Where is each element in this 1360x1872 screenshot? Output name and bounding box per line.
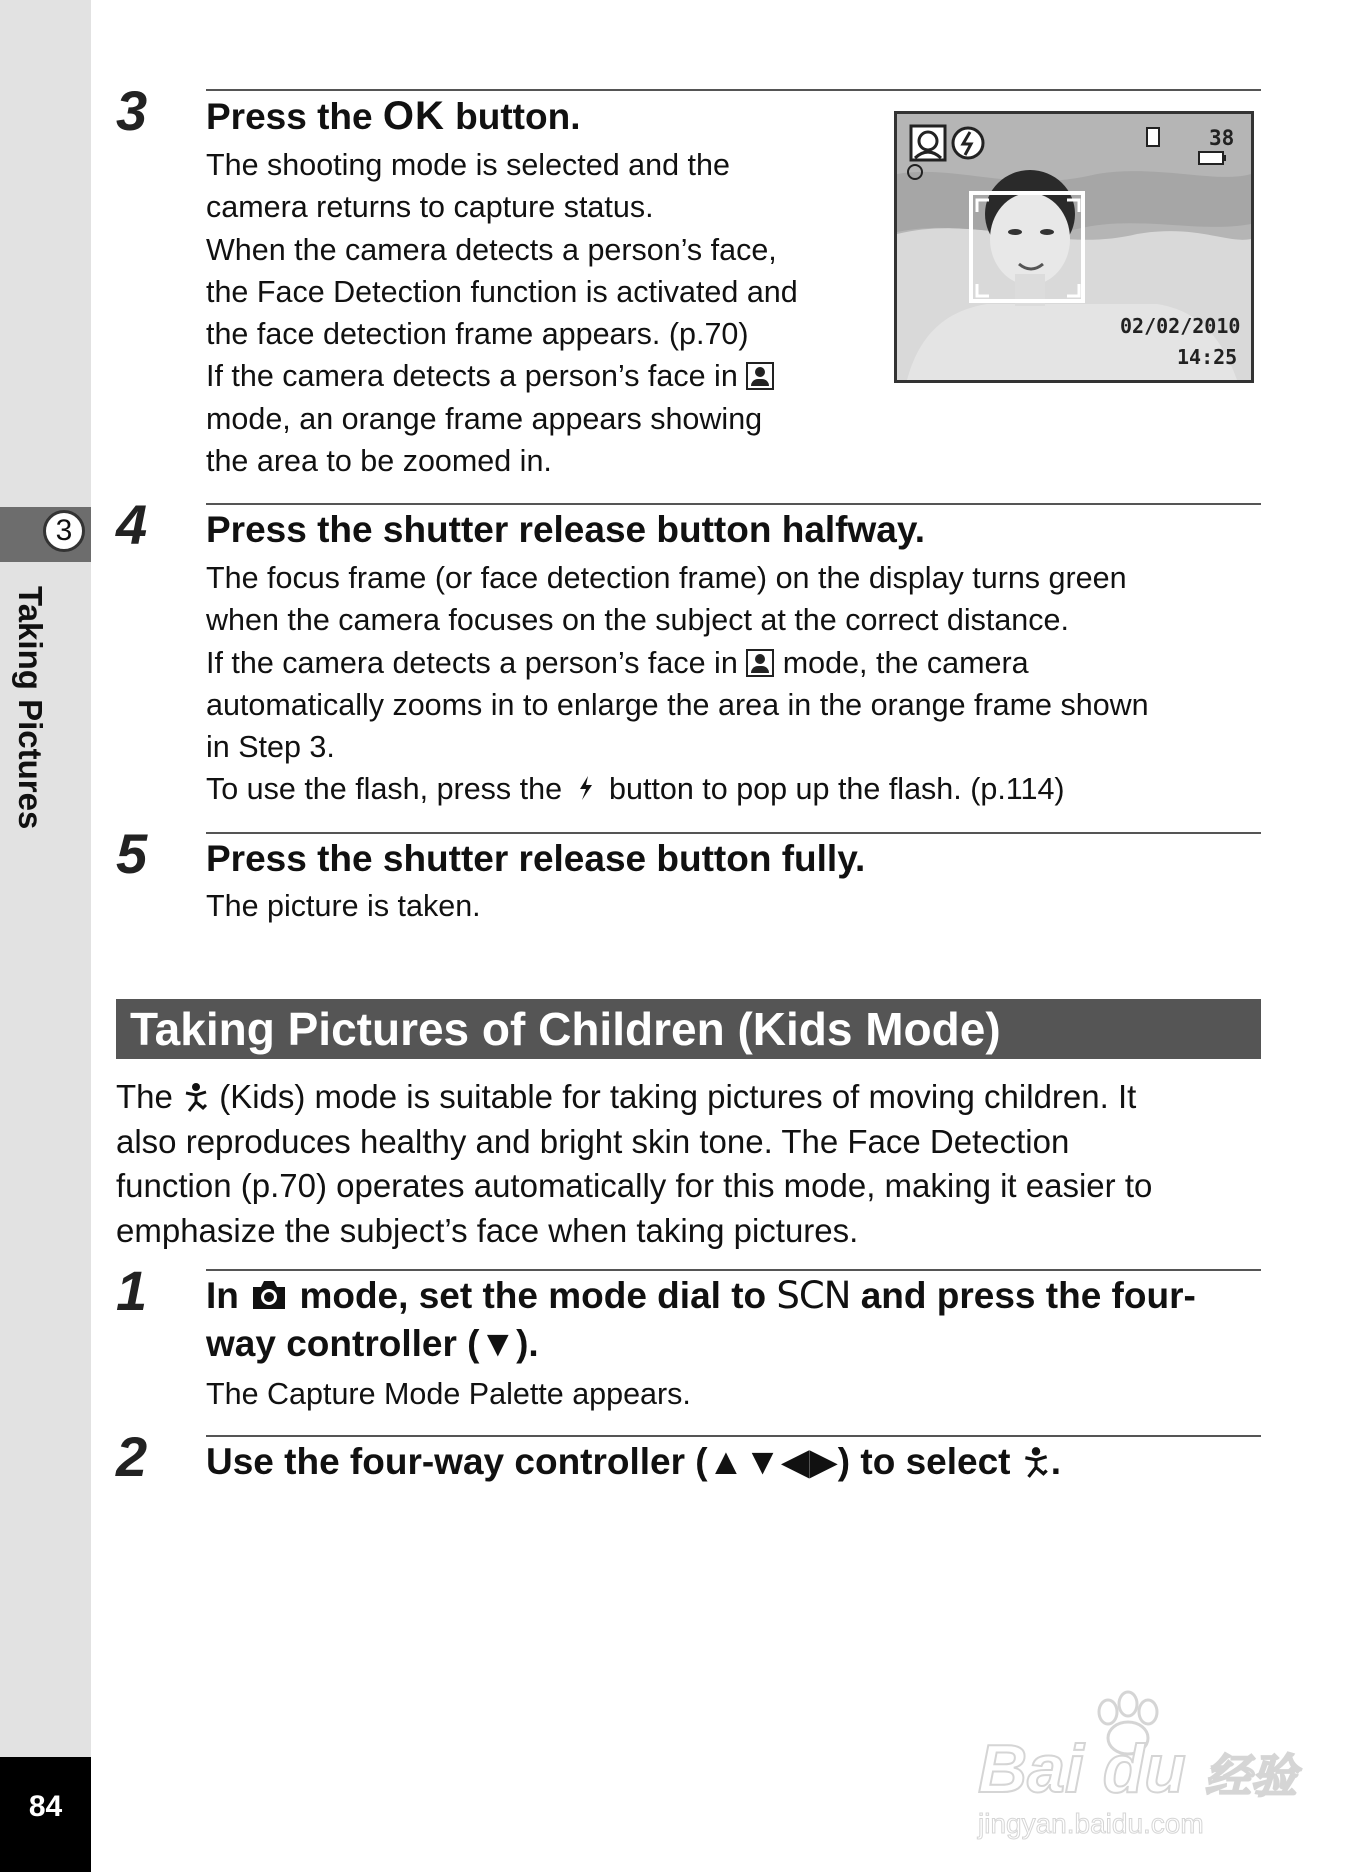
- step-divider: [206, 1435, 1261, 1437]
- step-number: 2: [116, 1425, 148, 1488]
- watermark-brand: Bai du 经验: [978, 1731, 1297, 1807]
- baidu-watermark: [978, 1690, 1298, 1840]
- section-heading: Taking Pictures of Children (Kids Mode): [116, 999, 1261, 1059]
- scn-mode-label: SCN: [776, 1274, 851, 1317]
- step-divider: [206, 503, 1261, 505]
- flash-icon: [571, 773, 601, 803]
- step-body: The focus frame (or face detection frame) on the display turns green when the camera focuses on the subject at the correct distance. If the camera detects a person’s face in mode, the camera automatically zooms in to enlarge the area in the orange frame shown in Step 3. To use the flash, press the button to pop up the flash. (p.114): [206, 561, 1149, 807]
- step-title: Use the four-way controller (▲▼◀▶) to select .: [206, 1441, 1062, 1482]
- step-title: Press the shutter release button fully.: [206, 838, 866, 879]
- step-title: In mode, set the mode dial to SCN and press the four-: [206, 1274, 1196, 1317]
- chapter-title: Taking Pictures: [12, 586, 49, 830]
- face-portrait-mode-icon: [746, 362, 774, 390]
- chapter-number: 3: [43, 510, 85, 552]
- step-number: 1: [116, 1259, 148, 1322]
- lcd-time: 14:25: [1177, 345, 1238, 369]
- step-body: The picture is taken.: [206, 889, 481, 923]
- step-divider: [206, 89, 1261, 91]
- page-number: 84: [28, 1790, 63, 1823]
- step-title: Press the OK button.: [206, 94, 581, 138]
- lcd-date: 02/02/2010: [1120, 314, 1241, 338]
- kids-mode-icon: [182, 1081, 210, 1113]
- step-divider: [206, 832, 1261, 834]
- step-body: The Capture Mode Palette appears.: [206, 1377, 691, 1411]
- step-number: 3: [116, 79, 148, 142]
- lcd-scene: [897, 114, 1251, 380]
- step-divider: [206, 1269, 1261, 1271]
- step-number: 5: [116, 822, 148, 885]
- section-intro: The (Kids) mode is suitable for taking pictures of moving children. It also reproduces healthy and bright skin tone. The Face Detection function (p.70) operates automatically for this mode, making it easier to emphasize the subject’s face when taking pictures.: [116, 1078, 1153, 1249]
- face-portrait-mode-icon: [746, 649, 774, 677]
- shots-remaining: 38: [1209, 126, 1235, 150]
- camera-icon: [249, 1278, 289, 1312]
- camera-lcd-screen: [894, 111, 1254, 383]
- step-title-line2: way controller (▼).: [206, 1323, 539, 1364]
- ok-button-glyph: OK: [382, 94, 445, 138]
- watermark-url: jingyan.baidu.com: [978, 1808, 1204, 1839]
- chapter-sidebar: [0, 0, 91, 1872]
- step-title: Press the shutter release button halfway.: [206, 509, 925, 550]
- step-number: 4: [116, 493, 148, 556]
- step-body: The shooting mode is selected and the camera returns to capture status. When the camera detects a person’s face, the Face Detection function is activated and the face detection frame appears. (p.70) If the camera detects a person’s face in mode, an orange frame appears showing the area to be zoomed in.: [206, 148, 798, 479]
- kids-mode-icon: [1021, 1445, 1051, 1479]
